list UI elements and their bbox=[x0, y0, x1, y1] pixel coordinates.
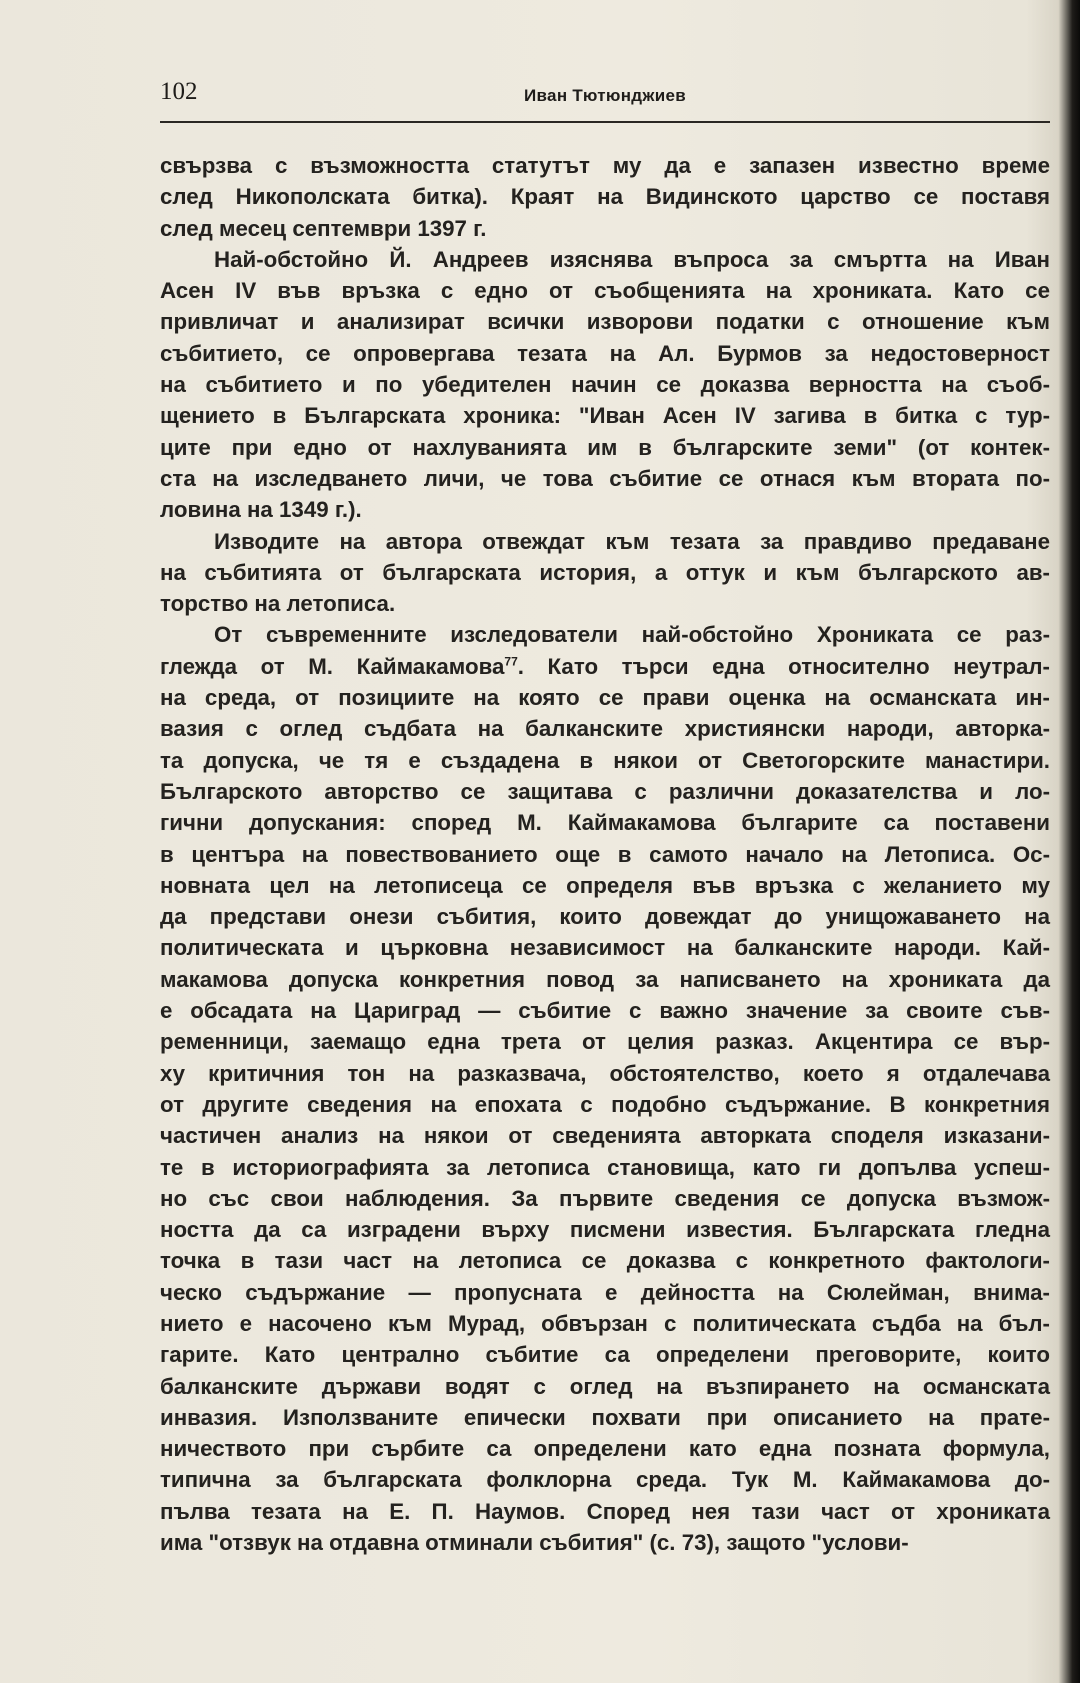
text-line: свързва с възможността статутът му да е запазен известно време bbox=[160, 153, 1050, 178]
paragraph bbox=[160, 526, 1050, 620]
text-line: ловина на 1349 г.). bbox=[160, 497, 362, 523]
text-line: новната цел на летописеца се определя във връзка с желанието му bbox=[160, 872, 1050, 898]
text-line: привличат и анализират всички изворови податки с отношение към bbox=[160, 309, 1050, 335]
text-line: ността да са изградени върху писмени известия. Българската гледна bbox=[160, 1217, 1050, 1243]
text-line: частичен анализ на някои от сведенията авторката споделя изказани- bbox=[160, 1123, 1050, 1149]
paragraph bbox=[160, 244, 1050, 526]
page-header bbox=[160, 74, 1050, 120]
text-line: гични допускания: според М. Каймакамова българите са поставени bbox=[160, 810, 1050, 836]
text-line: събитието, се опровергава тезата на Ал. Бурмов за недостоверност bbox=[160, 340, 1050, 366]
text-line: та допуска, че тя е създадена в някои от Светогорските манастири. bbox=[160, 747, 1050, 773]
text-line: след месец септември 1397 г. bbox=[160, 215, 487, 241]
paragraph bbox=[160, 150, 1050, 244]
body-text bbox=[160, 150, 1050, 1558]
page-number: 102 bbox=[160, 78, 198, 105]
text-line: но със свои наблюдения. За първите сведения се допуска възмож- bbox=[160, 1185, 1050, 1211]
text-line: е обсадата на Цариград — събитие с важно значение за своите съв- bbox=[160, 998, 1050, 1024]
text-line: на събитието и по убедителен начин се доказва верността на съоб- bbox=[160, 372, 1050, 398]
text-line: Изводите на автора отвеждат към тезата за правдиво предаване bbox=[214, 528, 1050, 554]
text-line: ста на изследването личи, че това събитие се отнася към втората по- bbox=[160, 465, 1050, 491]
text-line: гарите. Като централно събитие са определени преговорите, които bbox=[160, 1342, 1050, 1368]
text-line: от другите сведения на епохата с подобно съдържание. В конкретния bbox=[160, 1091, 1050, 1117]
text-line: Българското авторство се защитава с различни доказателства и ло- bbox=[160, 778, 1050, 804]
text-line: точка в тази част на летописа се доказва с конкретното фактологи- bbox=[160, 1248, 1050, 1274]
text-line: торство на летописа. bbox=[160, 591, 396, 617]
text-line: Най-обстойно Й. Андреев изяснява въпроса за смъртта на Иван bbox=[214, 246, 1050, 272]
text-line: Асен IV във връзка с едно от съобщенията на хрониката. Като се bbox=[160, 278, 1050, 304]
text-line: на събитията от българската история, а оттук и към българското ав- bbox=[160, 559, 1050, 585]
text-line: в центъра на повествованието още в самото начало на Летописа. Ос- bbox=[160, 841, 1050, 867]
text-line: ците при едно от нахлуванията им в българските земи" (от контек- bbox=[160, 434, 1050, 460]
text-line: ху критичния тон на разказвача, обстоятелство, което я отдалечава bbox=[160, 1060, 1050, 1086]
paragraph bbox=[160, 619, 1050, 1558]
text-line: нието е насочено към Мурад, обвързан с политическата съдба на бъл- bbox=[160, 1310, 1050, 1336]
text-line: ременници, заемащо една трета от целия разказ. Акцентира се вър- bbox=[160, 1029, 1050, 1055]
text-line: след Никополската битка). Краят на Видинското царство се поставя bbox=[160, 184, 1050, 210]
text-line: инвазия. Използваните епически похвати при описанието на прате- bbox=[160, 1404, 1050, 1430]
text-line: да представи онези събития, които довеждат до унищожаването на bbox=[160, 904, 1050, 930]
text-line: на среда, от позициите на която се прави оценка на османската ин- bbox=[160, 685, 1050, 711]
text-line: вазия с оглед съдбата на балканските християнски народи, авторка- bbox=[160, 716, 1050, 742]
text-segment: глежда от М. Каймакамова bbox=[160, 653, 505, 679]
text-line: балканските държави водят с оглед на възпирането на османската bbox=[160, 1373, 1050, 1399]
text-line: щението в Българската хроника: "Иван Асен IV загива в битка с тур- bbox=[160, 403, 1050, 429]
text-line: типична за българската фолклорна среда. Тук М. Каймакамова до- bbox=[160, 1467, 1050, 1493]
text-line: политическата и църковна независимост на балканските народи. Кай- bbox=[160, 935, 1050, 961]
running-head: Иван Тютюнджиев bbox=[524, 86, 686, 105]
text-line: пълва тезата на Е. П. Наумов. Според нея тази част от хрониката bbox=[160, 1498, 1050, 1524]
header-rule bbox=[160, 121, 1050, 123]
text-line: ничеството при сърбите са определени като една позната формула, bbox=[160, 1436, 1050, 1462]
text-line: има "отзвук на отдавна отминали събития" (с. 73), защото "услови- bbox=[160, 1530, 909, 1556]
footnote-marker[interactable]: 77 bbox=[504, 654, 518, 669]
text-line: ческо съдържание — пропусната е дейността на Сюлейман, внима- bbox=[160, 1279, 1050, 1305]
text-line: От съвременните изследователи най-обстойно Хрониката се раз- bbox=[214, 622, 1050, 648]
text-line: те в историографията за летописа становища, като ги допълва успеш- bbox=[160, 1154, 1050, 1180]
text-line bbox=[160, 651, 1050, 682]
text-line: макамова допуска конкретния повод за написването на хрониката да bbox=[160, 966, 1050, 992]
text-segment: . Като търси една относително неутрал- bbox=[517, 653, 1050, 679]
